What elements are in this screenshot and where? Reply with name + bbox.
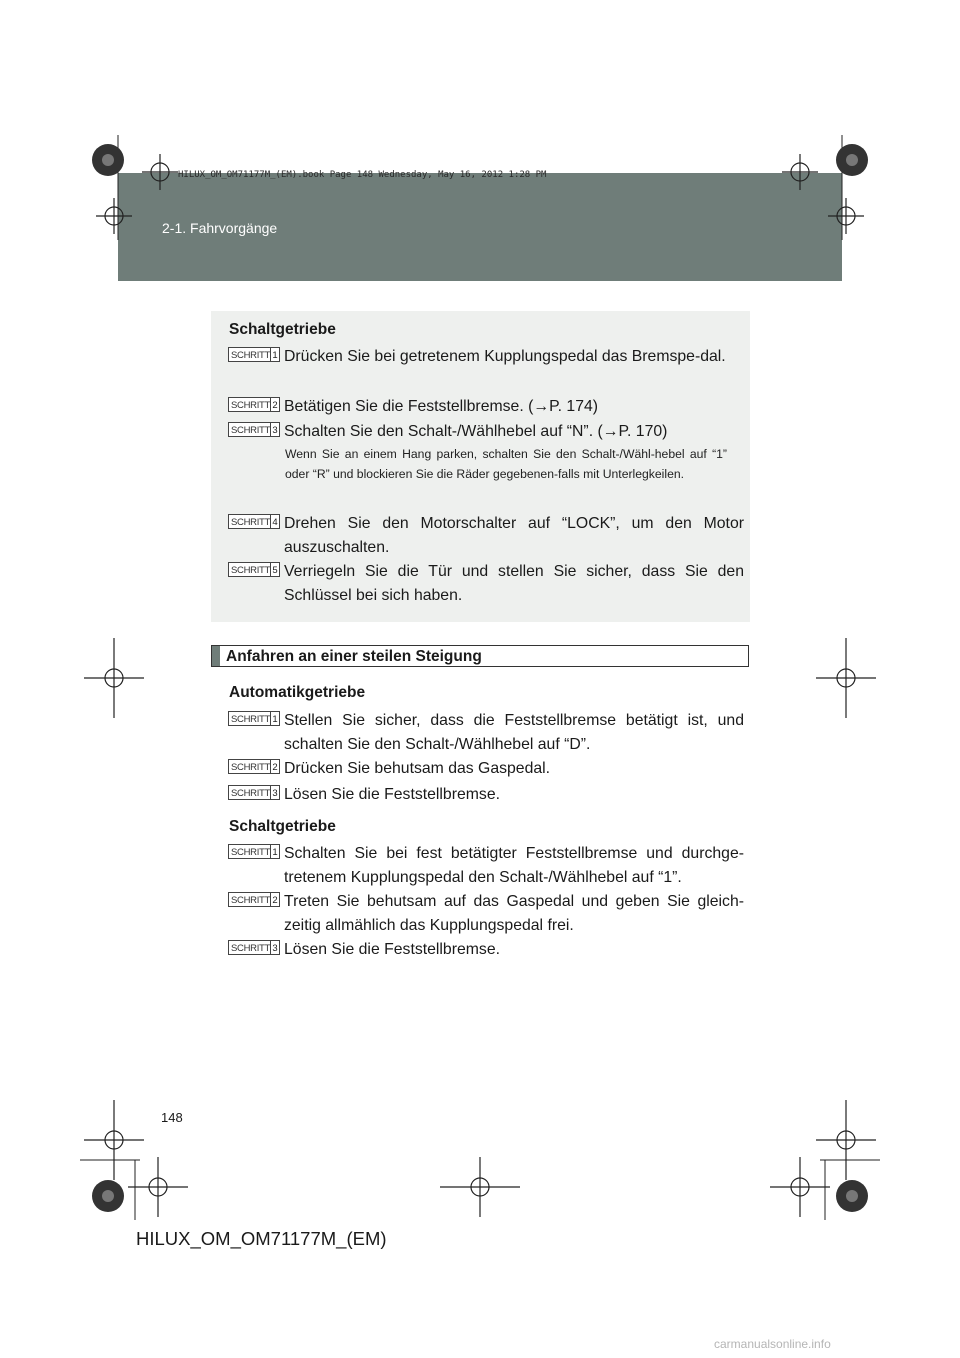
step-badge: SCHRITT 5 [228,562,280,577]
topic-accent [212,646,220,666]
step-badge: SCHRITT 4 [228,514,280,529]
step-text: Schalten Sie den Schalt-/Wählhebel auf “N”. (→P. 170) [284,423,668,440]
step-badge: SCHRITT 2 [228,759,280,774]
automatic-heading: Automatikgetriebe [229,684,366,701]
starburst-icon [836,144,868,176]
crosshair-icon [96,198,132,234]
crosshair-icon [828,198,864,234]
step-text: Drehen Sie den Motorschalter auf “LOCK”, um den Motor auszuschalten. [284,515,744,556]
step-text: Schalten Sie bei fest betätigter Feststellbremse und durchge-tretenem Kupplungspedal den Schalt-/Wählhebel auf “1”. [284,845,744,886]
step-badge: SCHRITT 2 [228,397,280,412]
crosshair-icon [782,154,818,190]
step-badge: SCHRITT 1 [228,711,280,726]
box-heading: Schaltgetriebe [229,321,336,338]
step-text: Lösen Sie die Feststellbremse. [284,941,500,958]
page-number: 148 [161,1110,183,1125]
step-badge: SCHRITT 3 [228,940,280,955]
step-text: Drücken Sie behutsam das Gaspedal. [284,760,551,777]
step-text: Treten Sie behutsam auf das Gaspedal und geben Sie gleich-zeitig allmählich das Kupplungspedal frei. [284,893,744,934]
step-text: Lösen Sie die Feststellbremse. [284,786,500,803]
step-text: Stellen Sie sicher, dass die Feststellbremse betätigt ist, und schalten Sie den Schalt-/Wählhebel auf “D”. [284,712,744,753]
crosshair-icon [440,1157,520,1217]
step-text: Verriegeln Sie die Tür und stellen Sie sicher, dass Sie den Schlüssel bei sich haben. [284,563,744,604]
step-badge: SCHRITT 1 [228,844,280,859]
document-code: HILUX_OM_OM71177M_(EM) [136,1228,387,1249]
crosshair-icon [816,638,876,718]
topic-title: Anfahren an einer steilen Steigung [226,648,482,665]
starburst-icon [836,1180,868,1212]
topic-bar [211,645,749,667]
starburst-icon [92,144,124,176]
crosshair-icon [84,638,144,718]
crosshair-icon [770,1157,830,1217]
crosshair-icon [142,154,178,190]
parking-note: Wenn Sie an einem Hang parken, schalten Sie den Schalt-/Wähl-hebel auf “1” oder “R” und blockieren Sie die Räder gegebenen-falls mit Unterlegkeilen. [285,447,727,481]
step-badge: SCHRITT 1 [228,347,280,362]
watermark: carmanualsonline.info [714,1337,831,1351]
step-badge: SCHRITT 3 [228,422,280,437]
step-badge: SCHRITT 2 [228,892,280,907]
crosshair-icon [128,1157,188,1217]
file-stamp: HILUX_OM_OM71177M_(EM).book Page 148 Wednesday, May 16, 2012 1:28 PM [178,170,547,180]
step-badge: SCHRITT 3 [228,785,280,800]
starburst-icon [92,1180,124,1212]
manual-heading: Schaltgetriebe [229,818,336,835]
step-text: Drücken Sie bei getretenem Kupplungspedal das Bremspe-dal. [284,348,726,365]
step-text: Betätigen Sie die Feststellbremse. (→P. 174) [284,398,599,415]
section-label: 2-1. Fahrvorgänge [162,220,278,236]
